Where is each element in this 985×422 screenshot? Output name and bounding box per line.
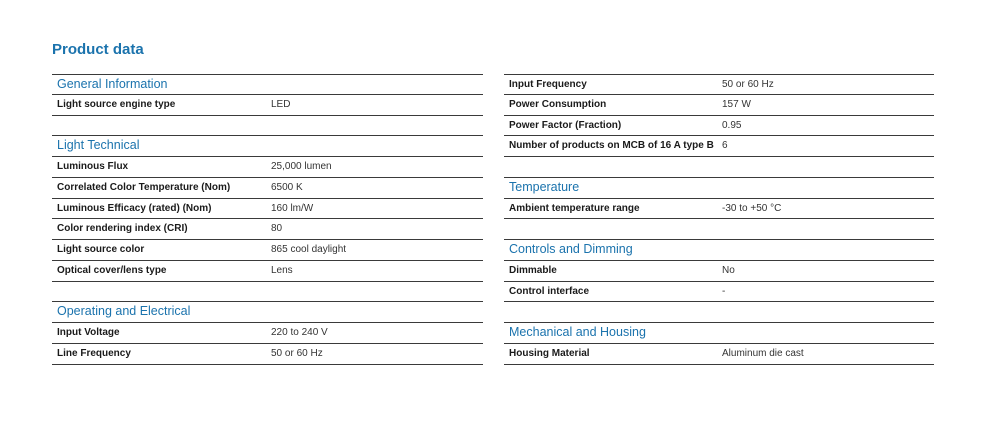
spec-value: 6500 K (271, 181, 303, 193)
section-header-general-information (52, 74, 483, 95)
spec-value: Lens (271, 264, 293, 276)
section-title: General Information (57, 77, 168, 91)
spec-label: Line Frequency (57, 347, 131, 359)
spec-label: Housing Material (509, 347, 590, 359)
spec-label: Input Voltage (57, 327, 120, 338)
spec-row-luminous-efficacy (52, 199, 483, 220)
section-header-controls-and-dimming (504, 240, 934, 261)
right-spec-column (504, 74, 934, 365)
spec-label: Correlated Color Temperature (Nom) (57, 181, 231, 193)
spec-value: 50 or 60 Hz (722, 79, 774, 90)
spec-value: 157 W (722, 98, 751, 110)
spec-row-color-rendering-index (52, 219, 483, 240)
spec-value: 6 (722, 140, 728, 152)
section-title: Operating and Electrical (57, 304, 191, 319)
spec-row-ambient-temperature-range (504, 199, 934, 220)
spec-row-control-interface (504, 282, 934, 303)
spec-label: Color rendering index (CRI) (57, 223, 188, 235)
section-divider (504, 157, 934, 178)
section-header-temperature (504, 178, 934, 199)
spec-value: LED (271, 98, 291, 110)
spec-value: -30 to +50 °C (722, 202, 782, 214)
spec-value: 220 to 240 V (271, 327, 328, 338)
spec-value: 50 or 60 Hz (271, 347, 323, 359)
section-title: Mechanical and Housing (509, 325, 646, 339)
spec-row-luminous-flux (52, 157, 483, 178)
spec-value: Aluminum die cast (722, 347, 804, 359)
spec-label: Luminous Efficacy (rated) (Nom) (57, 202, 212, 214)
spec-row-light-source-engine-type (52, 95, 483, 116)
spec-label: Power Consumption (509, 98, 607, 110)
section-header-light-technical (52, 136, 483, 157)
section-title: Temperature (509, 179, 580, 194)
section-divider (52, 282, 483, 303)
spec-value: 865 cool daylight (271, 244, 347, 255)
spec-label: Input Frequency (509, 79, 587, 90)
section-title: Controls and Dimming (509, 242, 633, 256)
section-title: Light Technical (57, 138, 140, 153)
section-divider (504, 219, 934, 240)
spec-label: Ambient temperature range (509, 202, 640, 214)
spec-row-light-source-color (52, 240, 483, 261)
spec-row-input-voltage (52, 323, 483, 344)
spec-label: Power Factor (Fraction) (509, 119, 622, 131)
spec-label: Light source color (57, 244, 145, 255)
section-header-operating-and-electrical (52, 302, 483, 323)
spec-row-power-factor (504, 116, 934, 137)
section-divider (504, 302, 934, 323)
page-title: Product data (52, 41, 144, 58)
spec-value: 160 lm/W (271, 202, 314, 214)
spec-label: Number of products on MCB of 16 A type B (509, 140, 714, 152)
spec-value: - (722, 285, 726, 297)
section-divider (52, 116, 483, 137)
spec-row-optical-cover-lens-type (52, 261, 483, 282)
spec-value: 25,000 lumen (271, 161, 332, 172)
spec-value: 0.95 (722, 119, 742, 131)
section-header-mechanical-and-housing (504, 323, 934, 344)
spec-label: Light source engine type (57, 98, 176, 110)
spec-label: Dimmable (509, 264, 557, 276)
spec-label: Optical cover/lens type (57, 264, 167, 276)
spec-row-products-on-mcb (504, 136, 934, 157)
spec-label: Luminous Flux (57, 161, 129, 172)
spec-row-dimmable (504, 261, 934, 282)
spec-row-line-frequency (52, 344, 483, 365)
spec-value: 80 (271, 223, 283, 235)
spec-value: No (722, 264, 735, 276)
left-spec-column (52, 74, 483, 365)
spec-label: Control interface (509, 285, 590, 297)
spec-row-power-consumption (504, 95, 934, 116)
spec-row-housing-material (504, 344, 934, 365)
spec-row-input-frequency (504, 74, 934, 95)
spec-row-correlated-color-temperature (52, 178, 483, 199)
